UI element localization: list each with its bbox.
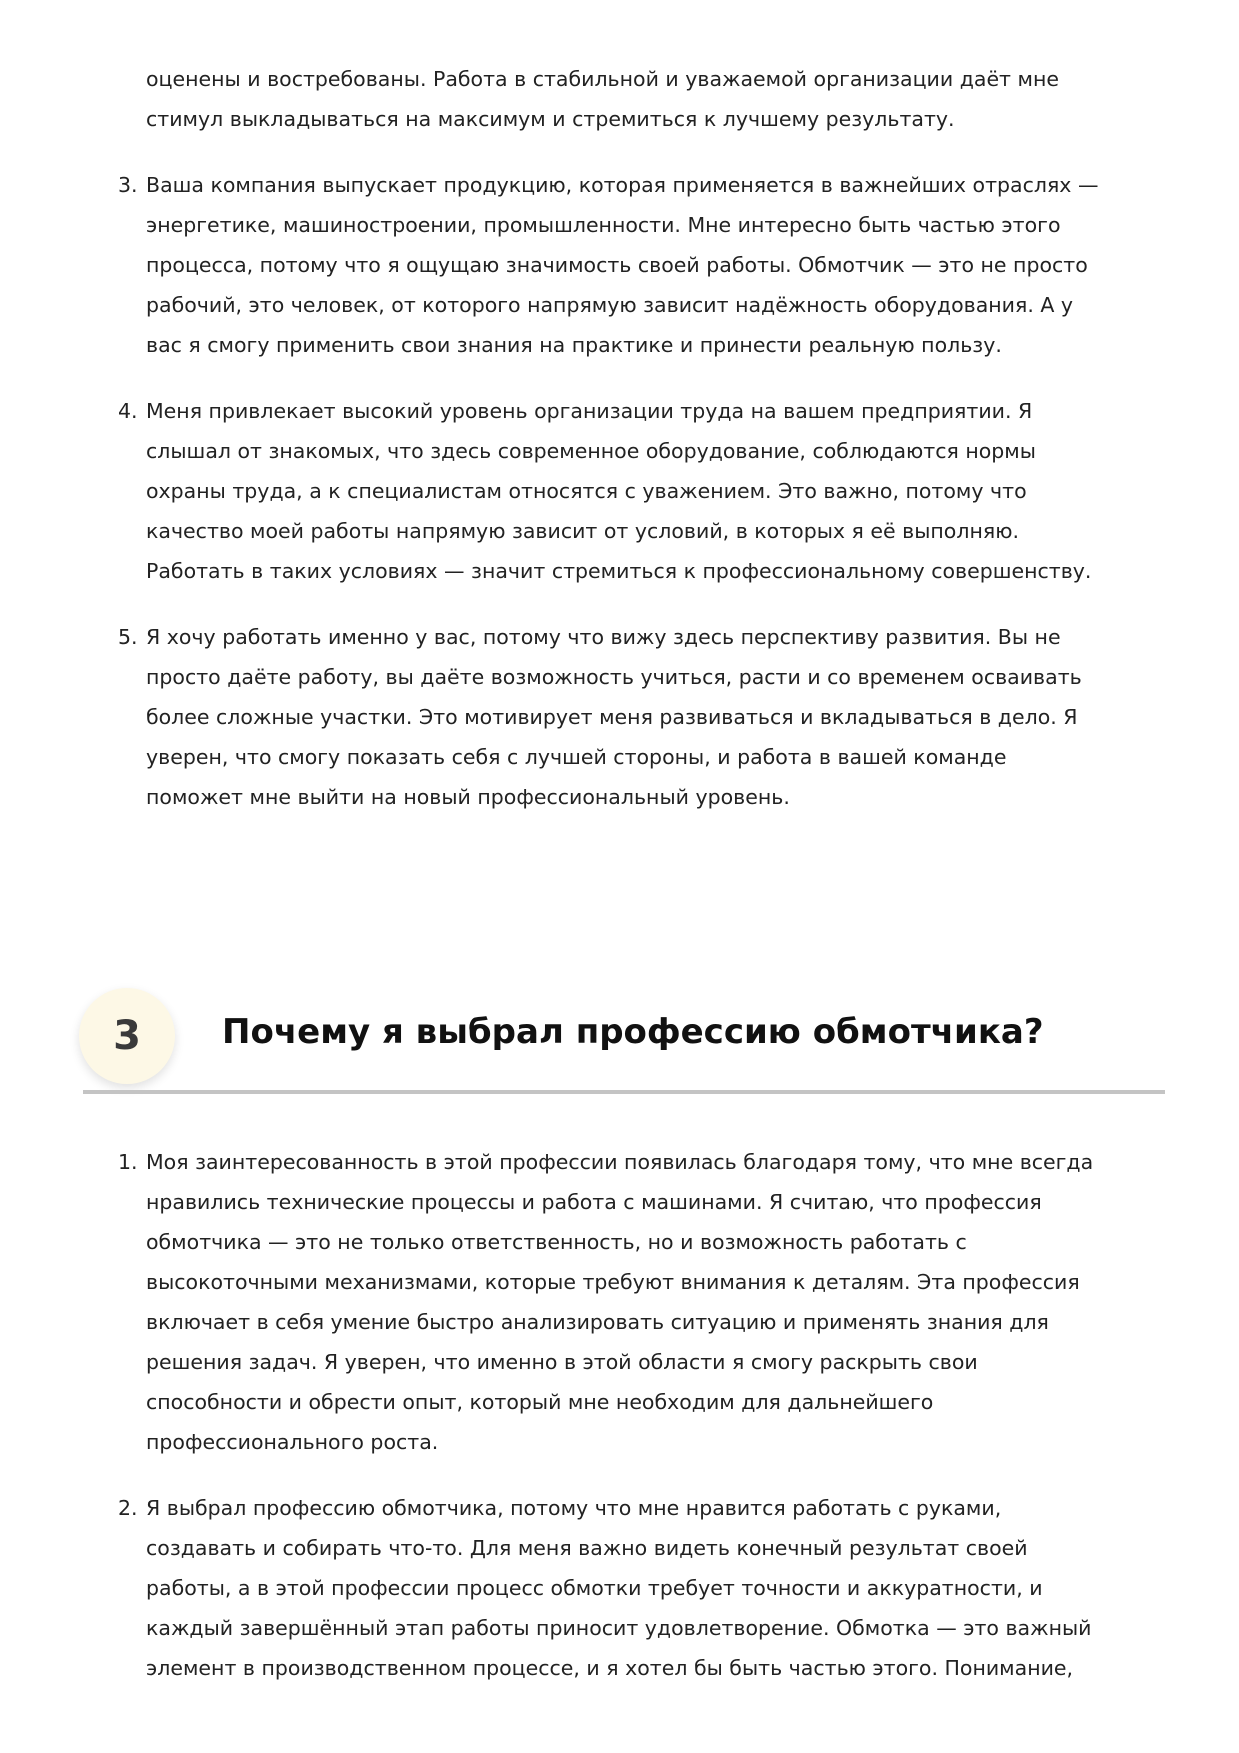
list-item-text-line: уверен, что смогу показать себя с лучшей стороны, и работа в вашей команде [146, 745, 1007, 769]
list-item-number: 4. [118, 399, 138, 423]
list-item [0, 391, 1239, 591]
list-item-text-line: просто даёте работу, вы даёте возможность учиться, расти и со временем осваивать [146, 665, 1082, 689]
list-item-text-line: вас я смогу применить свои знания на практике и принести реальную пользу. [146, 333, 1002, 357]
list-item-text-line: высокоточными механизмами, которые требуют внимания к деталям. Эта профессия [146, 1270, 1080, 1294]
list-item-number: 3. [118, 173, 138, 197]
list-item [0, 59, 1239, 139]
list-item-text-line: охраны труда, а к специалистам относятся с уважением. Это важно, потому что [146, 479, 1027, 503]
list-item [0, 1488, 1239, 1688]
list-item-text-line: Я выбрал профессию обмотчика, потому что мне нравится работать с руками, [146, 1496, 1002, 1520]
heading-divider [83, 1090, 1165, 1094]
list-item-text-line: способности и обрести опыт, который мне необходим для дальнейшего [146, 1390, 934, 1414]
list-item-number: 1. [118, 1150, 138, 1174]
list-item-text-line: профессионального роста. [146, 1430, 439, 1454]
list-item-text-line: нравились технические процессы и работа с машинами. Я считаю, что профессия [146, 1190, 1042, 1214]
list-item-text-line: Ваша компания выпускает продукцию, которая применяется в важнейших отраслях — [146, 173, 1099, 197]
section-number-badge: 3 [79, 988, 175, 1084]
list-item-text-line: Работать в таких условиях — значит стремиться к профессиональному совершенству. [146, 559, 1092, 583]
list-item-text-line: создавать и собирать что-то. Для меня важно видеть конечный результат своей [146, 1536, 1028, 1560]
section-2-list [0, 59, 1239, 843]
list-item [0, 165, 1239, 365]
list-item-text-line: слышал от знакомых, что здесь современное оборудование, соблюдаются нормы [146, 439, 1036, 463]
list-item-text-line: энергетике, машиностроении, промышленности. Мне интересно быть частью этого [146, 213, 1061, 237]
list-item-text-line: оценены и востребованы. Работа в стабильной и уважаемой организации даёт мне [146, 67, 1060, 91]
list-item-text-line: рабочий, это человек, от которого напрямую зависит надёжность оборудования. А у [146, 293, 1074, 317]
list-item [0, 1142, 1239, 1462]
section-3-heading [83, 990, 1165, 1090]
list-item-number: 2. [118, 1496, 138, 1520]
list-item-text-line: более сложные участки. Это мотивирует меня развиваться и вкладываться в дело. Я [146, 705, 1078, 729]
section-title: Почему я выбрал профессию обмотчика? [222, 1012, 1044, 1052]
list-item-text-line: каждый завершённый этап работы приносит удовлетворение. Обмотка — это важный [146, 1616, 1092, 1640]
list-item-text-line: включает в себя умение быстро анализировать ситуацию и применять знания для [146, 1310, 1049, 1334]
list-item-text-line: Меня привлекает высокий уровень организации труда на вашем предприятии. Я [146, 399, 1033, 423]
list-item-text-line: Моя заинтересованность в этой профессии появилась благодаря тому, что мне всегда [146, 1150, 1094, 1174]
list-item-text-line: Я хочу работать именно у вас, потому что вижу здесь перспективу развития. Вы не [146, 625, 1061, 649]
list-item-text-line: обмотчика — это не только ответственность, но и возможность работать с [146, 1230, 967, 1254]
list-item-text-line: поможет мне выйти на новый профессиональный уровень. [146, 785, 790, 809]
list-item-number: 5. [118, 625, 138, 649]
list-item-text-line: стимул выкладываться на максимум и стремиться к лучшему результату. [146, 107, 955, 131]
list-item-text-line: работы, а в этой профессии процесс обмотки требует точности и аккуратности, и [146, 1576, 1043, 1600]
list-item-text-line: решения задач. Я уверен, что именно в этой области я смогу раскрыть свои [146, 1350, 978, 1374]
list-item-text-line: качество моей работы напрямую зависит от условий, в которых я её выполняю. [146, 519, 1019, 543]
section-3-list [0, 1142, 1239, 1714]
list-item-text-line: элемент в производственном процессе, и я хотел бы быть частью этого. Понимание, [146, 1656, 1074, 1680]
list-item [0, 617, 1239, 817]
list-item-text-line: процесса, потому что я ощущаю значимость своей работы. Обмотчик — это не просто [146, 253, 1088, 277]
